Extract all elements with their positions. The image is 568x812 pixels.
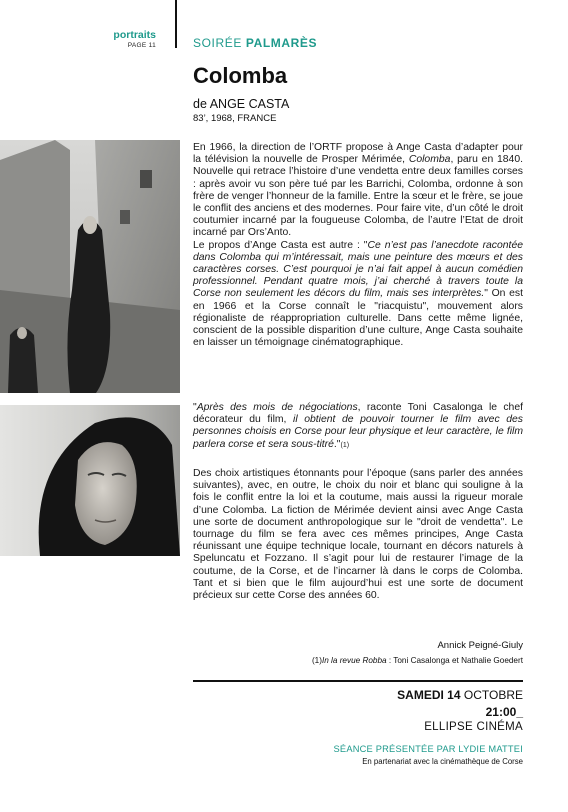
screening-month: OCTOBRE bbox=[460, 688, 523, 702]
director-prefix: de bbox=[193, 97, 207, 111]
section-header bbox=[60, 30, 156, 50]
text-run: , paru en 1840. Nouvelle qui retrace l’histoire d’une vendetta entre deux familles corses : après avoir vu son père tué par les Barrichi, Colomba, ordonne à son frère de venger l’honneur de la famille. Entre la sœur et le frère, se joue le conflit des anciens et des modernes. Pour faire vite, d’un côté le droit coutumier incarné par la fougueuse Colomba, de l’autre l’Etat de droit incarné par Ors’Anto. bbox=[193, 154, 523, 239]
film-meta: 83’, 1968, FRANCE bbox=[193, 113, 277, 124]
screening-date bbox=[397, 688, 523, 702]
italic-text: Colomba bbox=[408, 154, 451, 166]
italic-text: il obtient de pouvoir tourner le film avec des personnes choisis en Corse pour leur physique et leur caractère, le film parlera corse et sera sous-titré bbox=[193, 414, 523, 450]
italic-text: Ce n’est pas l’anecdote racontée dans Colomba qui m’intéressait, mais une peinture des mœurs et des caractères corses. C’est pourquoi je n’ai fait appel à aucun comédien professionnel. Pendant quatre mois, j’ai cherché à travers toute la Corse non seulement les décors du film, mais ses interprètes. bbox=[193, 239, 524, 300]
text-run: " On est en 1966 et la Corse connaît le "riacquistu", mouvement alors régionaliste de réappropriation culturelle. Dans cette même lignée, conscient de la possible disparition d’une culture, Ange Casta souhaite en laisser un témoignage cinématographique. bbox=[193, 288, 523, 349]
screening-venue: ELLIPSE CINÉMA bbox=[424, 721, 523, 733]
footnote-marker: (1) bbox=[311, 656, 322, 665]
footnote-ref: (1) bbox=[340, 441, 350, 449]
text-run: " bbox=[193, 402, 197, 413]
footnote-detail: : Toni Casalonga et Nathalie Goedert bbox=[386, 656, 523, 665]
text-run: En 1966, la direction de l’ORTF propose à Ange Casta d’adapter pour la télévision la nouvelle de Prosper Mérimée, bbox=[193, 142, 523, 166]
footnote-source: In la revue Robba bbox=[321, 656, 387, 665]
text-run: Le propos d’Ange Casta est autre : " bbox=[193, 239, 368, 251]
page-number: PAGE 11 bbox=[127, 42, 156, 49]
text-run: , raconte Toni Casalonga le chef décorateur du film, bbox=[193, 402, 523, 426]
header-divider bbox=[175, 0, 177, 48]
screening-divider bbox=[193, 680, 523, 682]
article-paragraph-2 bbox=[193, 402, 523, 452]
film-still-rooftop bbox=[0, 140, 180, 393]
film-director bbox=[193, 97, 289, 111]
article-footnote bbox=[312, 656, 523, 665]
screening-day: SAMEDI 14 bbox=[397, 688, 461, 702]
section-label: portraits bbox=[113, 29, 156, 41]
italic-text: Après des mois de négociations bbox=[196, 402, 358, 413]
article-author: Annick Peigné-Giuly bbox=[437, 640, 523, 651]
film-title: Colomba bbox=[193, 63, 288, 88]
director-name: ANGE CASTA bbox=[209, 97, 290, 111]
article-paragraph-1 bbox=[193, 142, 523, 349]
event-name: PALMARÈS bbox=[245, 36, 318, 50]
text-run: Des choix artistiques étonnants pour l’époque (sans parler des années suivantes), avec, en outre, le choix du noir et blanc qui souligne à la fois le conflit entre la loi et la coutume, mais aussi la rigueur morale d’une Colomba. La fiction de Mérimée devient ainsi avec Ange Casta une sorte de document anthropologique sur le "droit de vendetta". Le tournage du film se fera avec ces mêmes principes, Ange Casta réunissant une équipe technique locale, tournant en décors naturels à Speluncatu et Fozzano. Il s’agit pour lui de restaurer l’image de la coutume, de la Corse, et de l’incarner là dans le corps de Colomba. Tant et si bien que le film aujourd’hui est une sorte de document précieux sur cette Corse des années 60. bbox=[193, 468, 523, 602]
film-still-portrait bbox=[0, 405, 180, 556]
screening-partner: En partenariat avec la cinémathèque de Corse bbox=[362, 757, 523, 766]
event-header bbox=[193, 36, 317, 50]
text-run: ." bbox=[333, 438, 341, 450]
article-paragraph-3 bbox=[193, 468, 523, 602]
screening-presenter: SÉANCE PRÉSENTÉE PAR LYDIE MATTEI bbox=[333, 744, 523, 754]
event-prefix: SOIRÉE bbox=[193, 36, 242, 50]
screening-time: 21:00_ bbox=[485, 705, 523, 719]
